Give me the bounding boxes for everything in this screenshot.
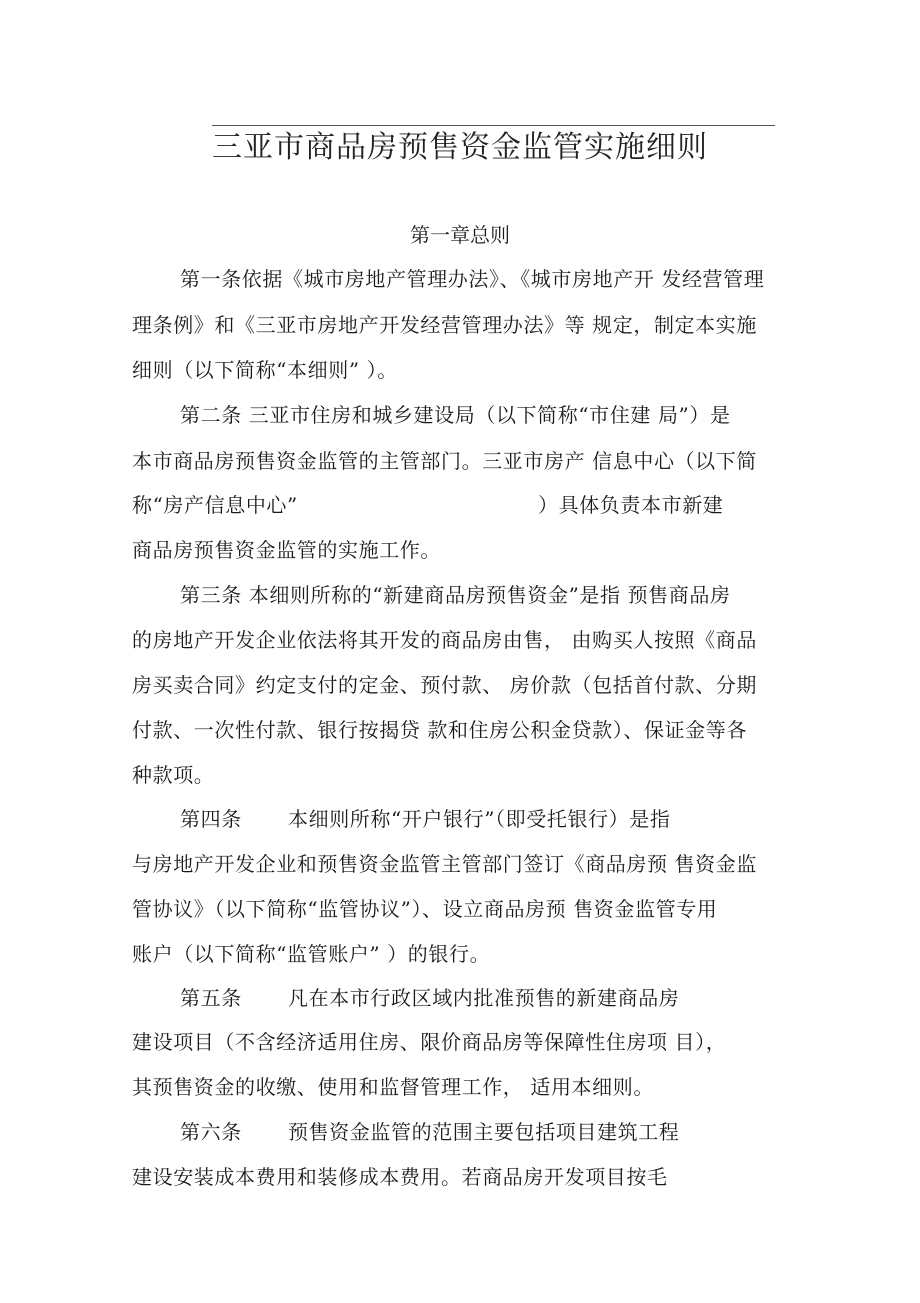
article-2-line-3a: 称“房产信息中心” bbox=[132, 493, 298, 517]
article-4-line-3: 管协议》（以下简称“监管协议”）、设立商品房预 售资金监管专用 bbox=[132, 897, 718, 921]
article-3-line-5: 种款项。 bbox=[132, 763, 215, 787]
article-2-line-4: 商品房预售资金监管的实施工作。 bbox=[132, 538, 441, 562]
article-4-line-4: 账户（以下简称“监管账户” ）的银行。 bbox=[132, 942, 491, 966]
article-1-line-2: 理条例》和《三亚市房地产开发经营管理办法》等 规定，制定本实施 bbox=[132, 313, 757, 337]
article-1-line-3: 细则（以下简称“本细则” ）。 bbox=[132, 358, 398, 382]
article-5-line-3: 其预售资金的收缴、使用和监督管理工作， 适用本细则。 bbox=[132, 1075, 654, 1099]
article-1-line-1: 第一条依据《城市房地产管理办法》、《城市房地产开 发经营管理 bbox=[180, 267, 765, 291]
article-3-line-1: 第三条 本细则所称的“新建商品房预售资金”是指 预售商品房 bbox=[180, 583, 731, 607]
article-4-line-2: 与房地产开发企业和预售资金监管主管部门签订《商品房预 售资金监 bbox=[132, 852, 757, 876]
article-2-line-1: 第二条 三亚市住房和城乡建设局（以下简称“市住建 局”）是 bbox=[180, 403, 731, 427]
article-6-label: 第六条 bbox=[180, 1120, 242, 1144]
article-5-label: 第五条 bbox=[180, 986, 242, 1010]
article-2-line-3b: ）具体负责本市新建 bbox=[538, 493, 724, 517]
article-4-line-1: 本细则所称“开户银行”（即受托银行）是指 bbox=[288, 807, 671, 831]
article-5-line-1: 凡在本市行政区域内批准预售的新建商品房 bbox=[288, 986, 680, 1010]
article-5-line-2: 建设项目（不含经济适用住房、限价商品房等保障性住房项 目）， bbox=[132, 1030, 727, 1054]
article-3-line-2: 的房地产开发企业依法将其开发的商品房由售， 由购买人按照《商品 bbox=[132, 628, 757, 652]
document-title: 三亚市商品房预售资金监管实施细则 bbox=[212, 130, 708, 165]
article-3-line-3: 房买卖合同》约定支付的定金、预付款、 房价款（包括首付款、分期 bbox=[132, 673, 757, 697]
article-3-line-4: 付款、一次性付款、银行按揭贷 款和住房公积金贷款）、保证金等各 bbox=[132, 718, 747, 742]
article-4-label: 第四条 bbox=[180, 807, 242, 831]
chapter-heading: 第一章总则 bbox=[410, 223, 510, 247]
article-6-line-2: 建设安装成本费用和装修成本费用。若商品房开发项目按毛 bbox=[132, 1165, 668, 1189]
article-2-line-2: 本市商品房预售资金监管的主管部门。三亚市房产 信息中心（以下简 bbox=[132, 449, 757, 473]
article-6-line-1: 预售资金监管的范围主要包括项目建筑工程 bbox=[288, 1120, 680, 1144]
